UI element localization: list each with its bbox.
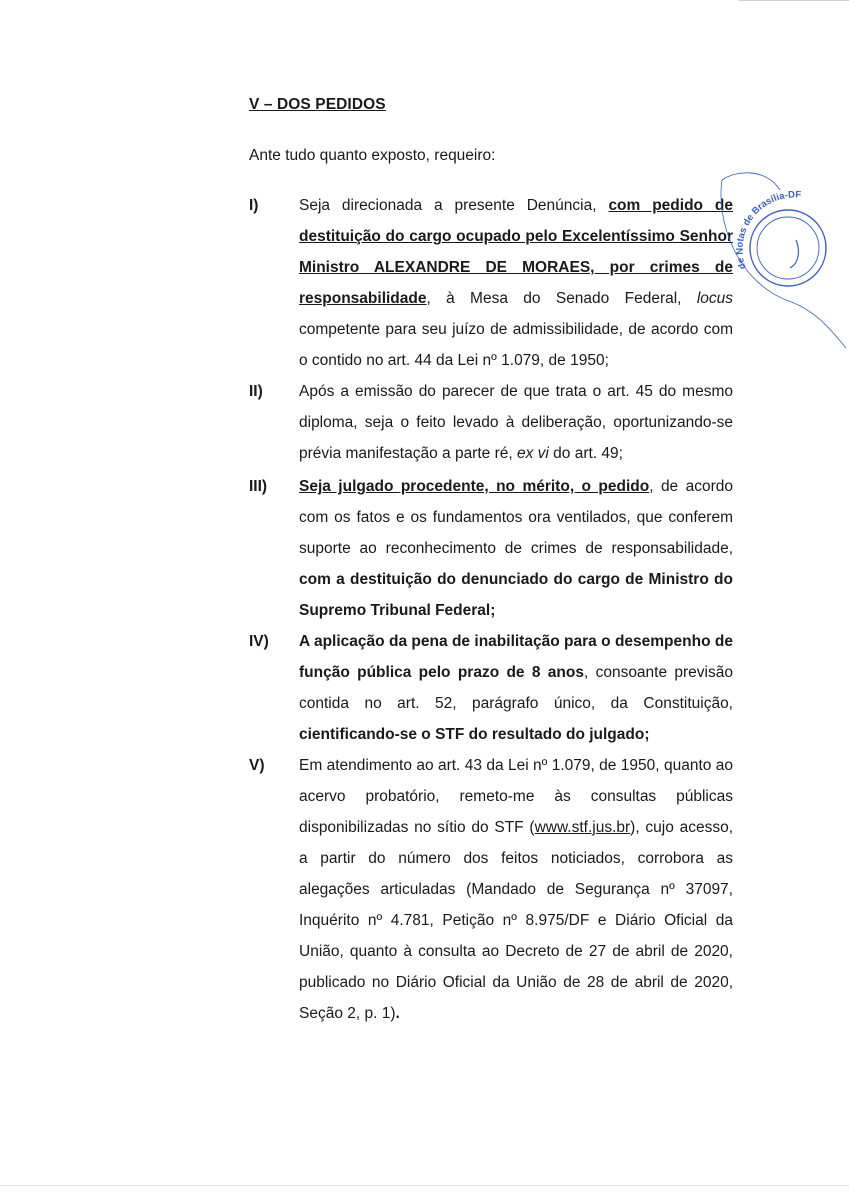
item-number: II) (249, 383, 263, 400)
text-run: , à Mesa do Senado Federal, (426, 290, 697, 307)
item-number: V) (249, 757, 265, 774)
text-run: competente para seu juízo de admissibilidade, de acordo com o contido no art. 44 da Lei nº 1.079, de 1950; (299, 321, 733, 369)
text-run: www.stf.jus.br (534, 819, 631, 836)
text-run: locus (696, 290, 733, 307)
stamp-text: de Notas de Brasília-DF (734, 189, 802, 271)
text-run: ), cujo acesso, a partir do número dos feitos noticiados, corrobora as alegações articuladas (Mandado de Segurança nº 37097, Inquérito nº 4.781, Petição nº 8.975/DF e Diário Oficial da União, quanto à consulta ao Decreto de 27 de abril de 2020, publicado no Diário Oficial da União de 28 de abril de 2020, Seção 2, p. 1) (299, 819, 734, 1022)
item-text (299, 190, 733, 376)
section-heading: V – DOS PEDIDOS (249, 96, 386, 113)
item-number: IV) (249, 633, 269, 650)
scan-bottom-edge (0, 1185, 849, 1186)
item-text (299, 471, 733, 626)
notary-stamp (706, 160, 849, 350)
text-run: . (395, 1005, 400, 1022)
text-run: , de acordo com os fatos e os fundamentos ora ventilados, que conferem suporte ao reconhecimento de crimes de responsabilidade, (299, 478, 733, 557)
item-text (299, 376, 733, 469)
text-run: do art. 49; (548, 445, 623, 462)
text-run: ex vi (516, 445, 549, 462)
text-run: com a destituição do denunciado do cargo de Ministro do Supremo Tribunal Federal; (299, 571, 733, 619)
text-run: Em atendimento ao art. 43 da Lei nº 1.079, de 1950, quanto ao acervo probatório, remeto-me às consultas públicas disponibilizadas no sítio do STF ( (299, 757, 733, 836)
item-text (299, 626, 733, 750)
intro-paragraph: Ante tudo quanto exposto, requeiro: (249, 147, 496, 164)
item-number: III) (249, 478, 268, 495)
text-run: cientificando-se o STF do resultado do julgado; (299, 726, 650, 743)
text-run: Após a emissão do parecer de que trata o art. 45 do mesmo diploma, seja o feito levado à deliberação, oportunizando-se prévia manifestação a parte ré, (299, 383, 733, 462)
item-text (299, 750, 733, 1029)
item-number: I) (249, 197, 259, 214)
text-run: Seja direcionada a presente Denúncia, (299, 197, 609, 214)
text-run: A aplicação da pena de inabilitação para o desempenho de função pública pelo prazo de 8 anos (299, 633, 733, 681)
scan-edge-line (739, 0, 849, 1)
text-run: , consoante previsão contida no art. 52, parágrafo único, da Constituição, (299, 664, 733, 712)
text-run: com pedido de destituição do cargo ocupado pelo Excelentíssimo Senhor Ministro ALEXANDRE DE MORAES, por crimes de responsabilidade (299, 197, 734, 307)
text-run: Seja julgado procedente, no mérito, o pedido (299, 478, 650, 495)
